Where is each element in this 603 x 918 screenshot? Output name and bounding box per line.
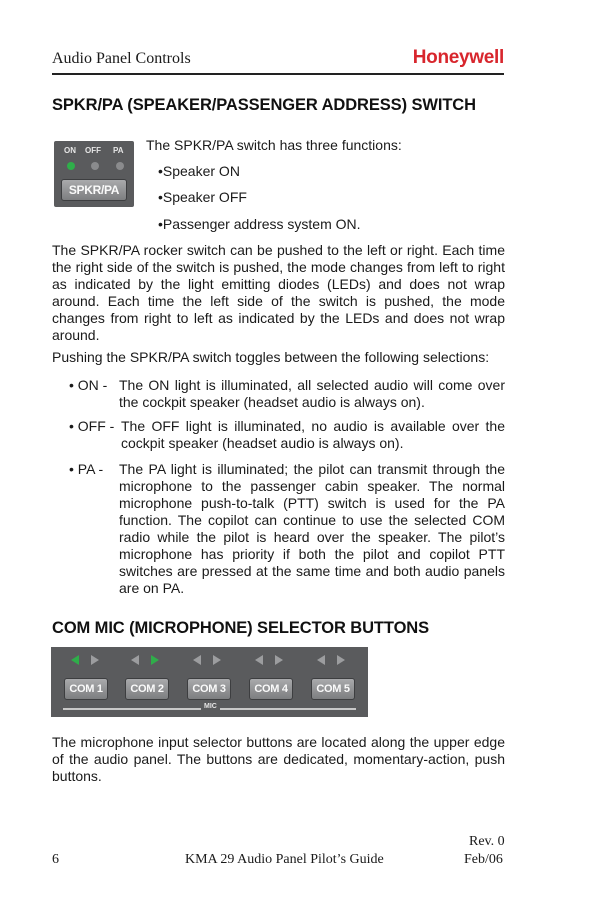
com1-button: COM 1	[64, 678, 108, 700]
led-label-on: ON	[64, 146, 76, 155]
revision-date: Feb/06	[464, 852, 503, 867]
led-on-indicator	[67, 162, 75, 170]
function-bullet: •Speaker OFF	[158, 189, 247, 205]
selection-text: The OFF light is illuminated, no audio is available over the cockpit speaker (headset audio is always on).	[121, 418, 505, 451]
com2-button: COM 2	[125, 678, 169, 700]
right-arrow-icon	[275, 655, 283, 665]
led-pa-indicator	[116, 162, 124, 170]
com-mic-panel-image	[51, 647, 368, 717]
revision: Rev. 0	[469, 834, 505, 849]
header-title: Audio Panel Controls	[52, 50, 191, 67]
rocker-description: The SPKR/PA rocker switch can be pushed to the left or right. Each time the right side of the switch is pushed, the mode changes from left to right as indicated by the light emitting diodes (LEDs) and does not wrap around. Each time the left side of the switch is pushed, the mode changes from right to left as indicated by the LEDs and does not wrap around.	[52, 242, 505, 343]
header-divider	[52, 73, 504, 75]
spkr-section-heading: SPKR/PA (SPEAKER/PASSENGER ADDRESS) SWITCH	[52, 96, 476, 114]
left-arrow-icon	[131, 655, 139, 665]
left-arrow-icon	[317, 655, 325, 665]
com3-button: COM 3	[187, 678, 231, 700]
led-off-indicator	[91, 162, 99, 170]
selection-text: The ON light is illuminated, all selected audio will come over the cockpit speaker (headset audio is always on).	[119, 377, 505, 410]
selection-label: • ON -	[69, 377, 108, 393]
left-arrow-icon	[193, 655, 201, 665]
selection-item-on	[69, 377, 505, 411]
selection-item-pa	[69, 461, 505, 597]
selection-label: • PA -	[69, 461, 104, 477]
com-description: The microphone input selector buttons are located along the upper edge of the audio panel. The buttons are dedicated, momentary-action, push buttons.	[52, 734, 505, 784]
com-section-heading: COM MIC (MICROPHONE) SELECTOR BUTTONS	[52, 619, 430, 637]
selection-label: • OFF -	[69, 418, 115, 434]
led-label-pa: PA	[113, 146, 124, 155]
selection-text: The PA light is illuminated; the pilot can transmit through the microphone to the passenger cabin speaker. The normal microphone push-to-talk (PTT) switch is used for the PA function. The copilot can continue to use the selected COM radio while the pilot is heard over the speaker. The pilot’s microphone has priority if both the pilot and copilot PTT switches are pressed at the same time and both audio panels are on PA.	[119, 461, 505, 596]
left-arrow-icon	[71, 655, 79, 665]
guide-title: KMA 29 Audio Panel Pilot’s Guide	[185, 852, 384, 867]
right-arrow-icon	[151, 655, 159, 665]
spkr-pa-rocker-button: SPKR/PA	[61, 179, 127, 201]
right-arrow-icon	[91, 655, 99, 665]
right-arrow-icon	[337, 655, 345, 665]
left-arrow-icon	[255, 655, 263, 665]
spkr-intro: The SPKR/PA switch has three functions:	[146, 137, 402, 153]
toggle-intro: Pushing the SPKR/PA switch toggles between the following selections:	[52, 349, 490, 365]
right-arrow-icon	[213, 655, 221, 665]
function-bullet: •Speaker ON	[158, 163, 240, 179]
mic-label: MIC	[201, 703, 220, 710]
selection-item-off	[69, 418, 505, 452]
led-label-off: OFF	[85, 146, 101, 155]
spkr-pa-panel-image	[54, 141, 134, 207]
com4-button: COM 4	[249, 678, 293, 700]
honeywell-logo: Honeywell	[412, 47, 504, 68]
com5-button: COM 5	[311, 678, 355, 700]
page-number: 6	[52, 852, 59, 867]
function-bullet: •Passenger address system ON.	[158, 216, 361, 232]
